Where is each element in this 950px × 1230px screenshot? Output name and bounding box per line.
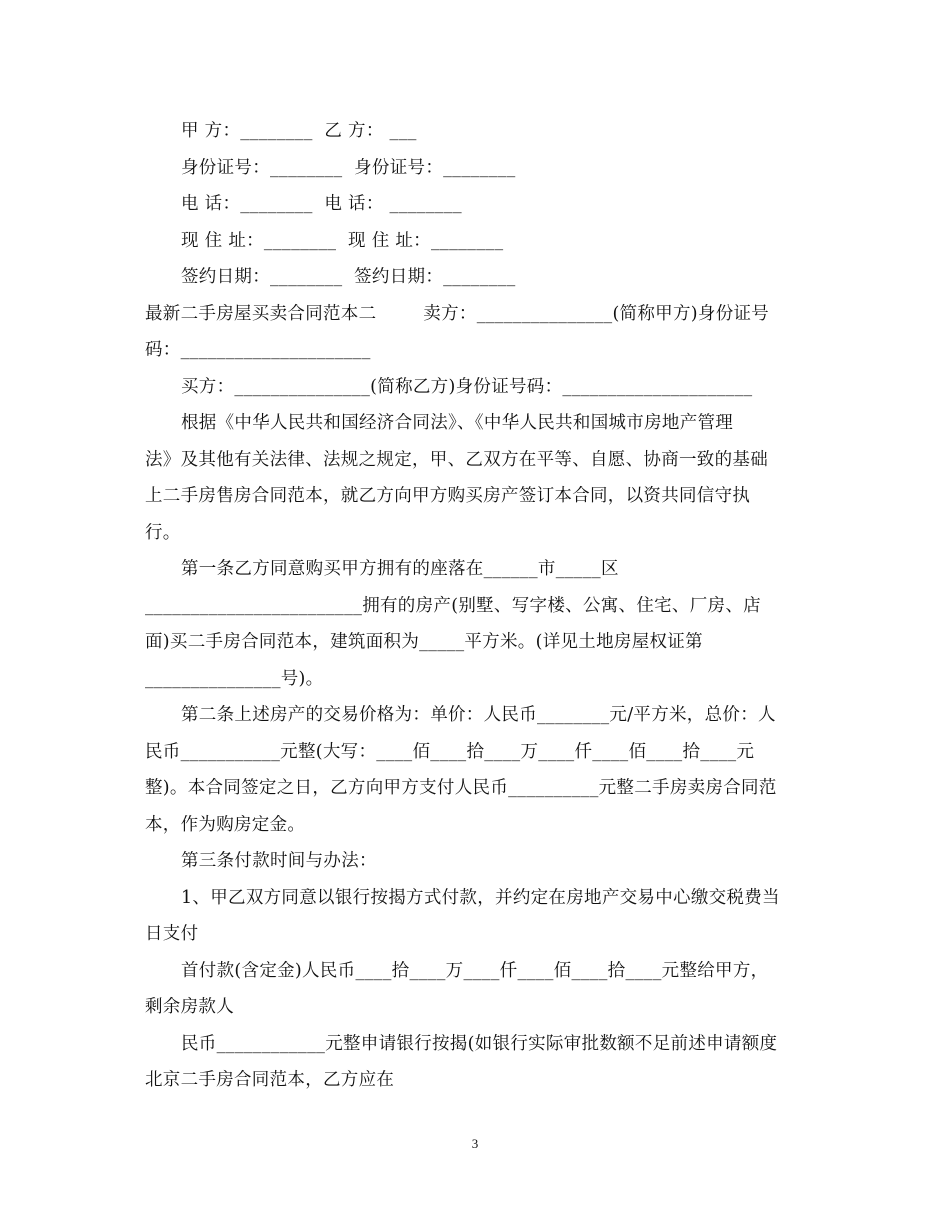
preamble-line-2: 法》及其他有关法律、法规之规定，甲、乙双方在平等、自愿、协商一致的基础	[145, 449, 768, 470]
mortgage-line-1: 民币____________元整申请银行按揭(如银行实际审批数额不足前述申请额度	[181, 1033, 778, 1054]
article-2-line-4: 本，作为购房定金。	[145, 814, 306, 835]
article-3-clause-1-line-1: 1、甲乙双方同意以银行按揭方式付款，并约定在房地产交易中心缴交税费当	[181, 887, 780, 908]
preamble-line-3: 上二手房售房合同范本，就乙方向甲方购买房产签订本合同，以资共同信守执	[145, 486, 751, 506]
article-3-clause-1-line-2: 日支付	[145, 924, 199, 944]
id-number-line: 身份证号：________ 身份证号：________	[181, 157, 516, 178]
signing-date-line: 签约日期：________ 签约日期：________	[181, 267, 516, 287]
down-payment-line-1: 首付款(含定金)人民币____拾____万____仟____佰____拾____元整给甲方，	[181, 960, 769, 981]
document-body	[145, 113, 815, 1099]
article-2-line-1: 第二条上述房产的交易价格为：单价：人民币________元/平方米，总价：人	[181, 705, 776, 725]
article-1-line-4: _______________号)。	[145, 668, 324, 689]
article-1-line-2: ________________________拥有的房产(别墅、写字楼、公寓、住宅、厂房、店	[145, 595, 761, 616]
preamble-line-4: 行。	[145, 522, 181, 543]
address-line: 现 住 址：________ 现 住 址：________	[181, 230, 504, 251]
preamble-line-1: 根据《中华人民共和国经济合同法》、《中华人民共和国城市房地产管理	[181, 413, 734, 433]
article-1-line-3: 面)买二手房合同范本，建筑面积为_____平方米。(详见土地房屋权证第	[145, 632, 703, 652]
phone-line: 电 话：________ 电 话： ________	[181, 194, 462, 214]
mortgage-line-2: 北京二手房合同范本，乙方应在	[145, 1070, 395, 1090]
article-1-line-1: 第一条乙方同意购买甲方拥有的座落在______市_____区	[181, 559, 619, 579]
contract-title-seller-line: 最新二手房屋买卖合同范本二 卖方：_______________(简称甲方)身份证号	[145, 303, 770, 324]
article-3-heading: 第三条付款时间与办法：	[181, 851, 377, 871]
article-2-line-2: 民币___________元整(大写：____佰____拾____万____仟____佰____拾____元	[145, 741, 755, 762]
page-number: 3	[471, 1136, 479, 1151]
down-payment-line-2: 剩余房款人	[145, 997, 234, 1017]
seller-id-line: 码：_____________________	[145, 340, 371, 360]
buyer-line: 买方：_______________(简称乙方)身份证号码：_____________________	[181, 376, 753, 397]
article-2-line-3: 整)。本合同签定之日，乙方向甲方支付人民币__________元整二手房卖房合同范	[145, 778, 777, 798]
party-names-line: 甲 方：________ 乙 方： ___	[181, 121, 417, 141]
